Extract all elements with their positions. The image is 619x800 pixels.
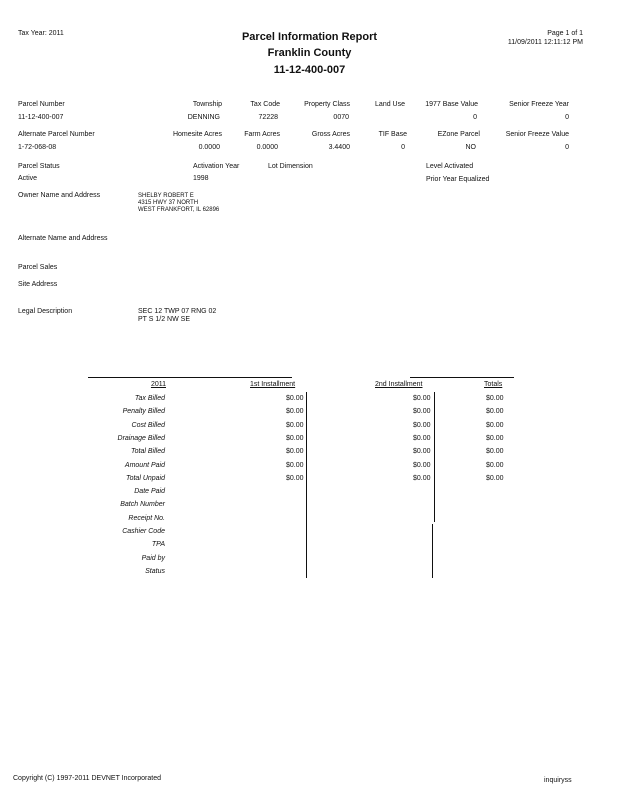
lot-dimension-label: Lot Dimension — [268, 163, 313, 170]
tax-row-first: $0.00 — [286, 474, 304, 482]
tax-row-total: $0.00 — [486, 408, 504, 416]
alt-name-label: Alternate Name and Address — [18, 235, 108, 242]
tax-row-second: $0.00 — [413, 395, 431, 402]
copyright: Copyright (C) 1997-2011 DEVNET Incorporated — [13, 775, 161, 782]
page-number: Page 1 of 1 — [547, 30, 583, 37]
tax-row-first: $0.00 — [286, 448, 304, 456]
table-top-rule-right — [410, 377, 514, 378]
totals-header: Totals — [484, 381, 503, 388]
tax-row-first: $0.00 — [286, 395, 304, 402]
homesite-acres-label: Homesite Acres — [172, 131, 222, 138]
tax-row-label: Date Paid — [134, 488, 165, 496]
tax-row-first: $0.00 — [286, 421, 304, 429]
owner-street: 4315 HWY 37 NORTH — [138, 200, 199, 206]
tax-row-label: Tax Billed — [134, 395, 165, 402]
senior-freeze-year-label: Senior Freeze Year — [509, 101, 569, 108]
tax-row-label: Cashier Code — [122, 528, 165, 535]
tax-row-label: Penalty Billed — [122, 408, 165, 416]
tax-row-label: Total Unpaid — [125, 474, 165, 482]
tax-row-first: $0.00 — [286, 408, 304, 416]
alt-parcel-number-value: 1-72-068-08 — [18, 144, 57, 151]
tax-year-label: Tax Year: 2011 — [18, 30, 64, 37]
gross-acres-value: 3.4400 — [328, 144, 350, 151]
county-name: Franklin County — [267, 47, 352, 59]
tax-row-label: Batch Number — [120, 501, 165, 509]
gross-acres-label: Gross Acres — [311, 131, 350, 138]
owner-city: WEST FRANKFORT, IL 62896 — [138, 207, 220, 213]
first-installment-divider — [306, 392, 307, 578]
farm-acres-label: Farm Acres — [244, 131, 280, 138]
tax-row-total: $0.00 — [486, 461, 504, 469]
ezone-parcel-value: NO — [465, 144, 476, 151]
parcel-sales-label: Parcel Sales — [18, 264, 58, 271]
tax-row-label: Cost Billed — [131, 421, 165, 429]
tax-row-second: $0.00 — [413, 448, 431, 456]
tax-row-label: Amount Paid — [124, 461, 165, 469]
table-top-rule-left — [88, 377, 292, 378]
tax-code-value: 72228 — [258, 114, 278, 121]
senior-freeze-value-label: Senior Freeze Value — [505, 131, 569, 138]
legal-line-1: SEC 12 TWP 07 RNG 02 — [138, 308, 217, 315]
tif-base-label: TIF Base — [378, 131, 407, 138]
legal-line-2: PT S 1/2 NW SE — [138, 316, 190, 323]
farm-acres-value: 0.0000 — [256, 144, 278, 151]
tax-row-label: TPA — [151, 541, 165, 549]
tax-row-total: $0.00 — [486, 434, 504, 442]
parcel-id-heading: 11-12-400-007 — [273, 64, 346, 76]
owner-label: Owner Name and Address — [18, 192, 101, 199]
first-installment-header: 1st Installment — [250, 381, 296, 388]
parcel-number-label: Parcel Number — [18, 101, 65, 108]
report-datetime: 11/09/2011 12:11:12 PM — [507, 39, 583, 46]
site-address-label: Site Address — [18, 281, 58, 288]
activation-year-label: Activation Year — [193, 163, 240, 170]
alt-parcel-number-label: Alternate Parcel Number — [18, 131, 95, 138]
second-installment-divider-bottom — [432, 524, 433, 578]
base-value-value: 0 — [473, 114, 477, 121]
second-installment-header: 2nd Installment — [375, 381, 423, 388]
property-class-label: Property Class — [304, 101, 350, 108]
township-value: DENNING — [187, 114, 220, 121]
tax-row-label: Total Billed — [131, 448, 165, 456]
tax-row-second: $0.00 — [413, 421, 431, 429]
property-class-value: 0070 — [333, 114, 349, 121]
parcel-number-value: 11-12-400-007 — [18, 114, 64, 121]
tax-row-label: Paid by — [141, 554, 165, 562]
ezone-parcel-label: EZone Parcel — [437, 131, 480, 138]
land-use-label: Land Use — [375, 101, 405, 108]
level-activated-label: Level Activated — [426, 163, 474, 170]
tax-row-label: Receipt No. — [128, 514, 165, 522]
tax-row-second: $0.00 — [413, 408, 431, 416]
tax-row-total: $0.00 — [486, 421, 504, 429]
tax-row-total: $0.00 — [486, 474, 504, 482]
tax-row-second: $0.00 — [413, 461, 431, 469]
township-label: Township — [192, 101, 222, 108]
level-activated-value: Prior Year Equalized — [426, 176, 490, 183]
senior-freeze-year-value: 0 — [565, 114, 569, 121]
tax-row-label: Drainage Billed — [117, 434, 165, 442]
tax-code-label: Tax Code — [250, 101, 280, 108]
tax-row-total: $0.00 — [486, 448, 504, 456]
tax-row-first: $0.00 — [286, 461, 304, 469]
homesite-acres-value: 0.0000 — [198, 144, 220, 151]
owner-address — [138, 193, 219, 214]
tax-row-first: $0.00 — [286, 434, 304, 442]
owner-name: SHELBY ROBERT E — [138, 193, 194, 199]
activation-year-value: 1998 — [193, 175, 209, 182]
parcel-status-value: Active — [18, 175, 38, 182]
parcel-status-label: Parcel Status — [18, 163, 60, 170]
table-year: 2011 — [150, 381, 166, 388]
legal-description-label: Legal Description — [18, 308, 73, 315]
legal-description — [138, 308, 216, 324]
senior-freeze-value-value: 0 — [565, 144, 569, 151]
tax-row-label: Status — [145, 567, 165, 575]
report-code: inquiryss — [544, 777, 572, 784]
tax-row-second: $0.00 — [413, 474, 431, 482]
tax-row-total: $0.00 — [486, 395, 504, 402]
report-title: Parcel Information Report — [241, 31, 378, 43]
base-value-label: 1977 Base Value — [425, 101, 478, 108]
second-installment-divider-top — [434, 392, 435, 522]
tif-base-value: 0 — [401, 144, 405, 151]
tax-row-second: $0.00 — [413, 434, 431, 442]
